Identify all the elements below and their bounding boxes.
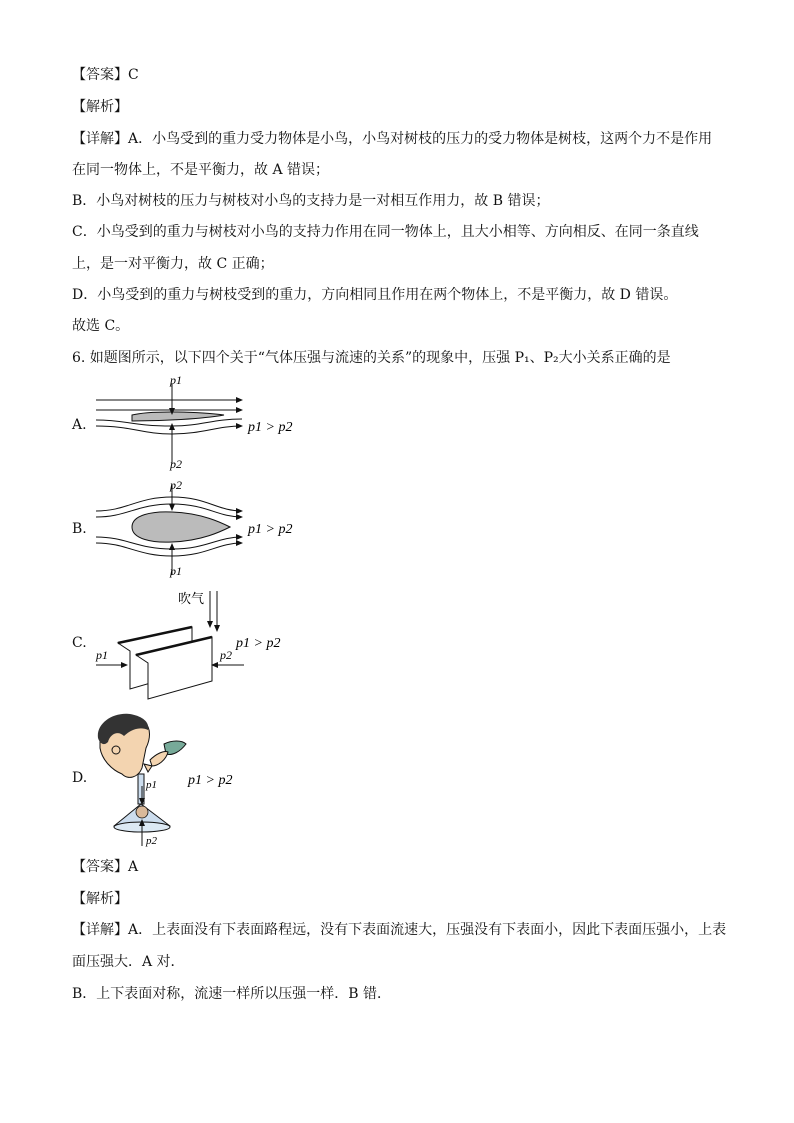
option-c-right-label: p2 (220, 648, 232, 662)
option-b-label: B. (72, 521, 87, 537)
option-c-relation: p1 > p2 (236, 636, 281, 651)
q5-line-7: 故选 C。 (72, 318, 130, 334)
option-b-bottom-label: p1 (170, 564, 182, 578)
q5-answer: 【答案】C (72, 67, 139, 83)
option-d-figure (72, 708, 312, 853)
q5-line-2: 在同一物体上，不是平衡力，故 A 错误； (72, 162, 330, 178)
option-d-relation: p1 > p2 (188, 773, 233, 788)
option-a-bottom-label: p2 (170, 457, 182, 471)
option-a-relation: p1 > p2 (248, 420, 293, 435)
boy-illustration (98, 714, 186, 778)
option-a-figure (72, 374, 312, 472)
option-d-label: D. (72, 770, 88, 786)
option-d-top-label: p1 (146, 779, 157, 791)
option-b-figure (72, 475, 312, 580)
q5-analysis-label: 【解析】 (72, 99, 128, 115)
q5-line-3: B．小鸟对树枝的压力与树枝对小鸟的支持力是一对相互作用力，故 B 错误； (72, 193, 550, 209)
q5-line-4: C．小鸟受到的重力与树枝对小鸟的支持力作用在同一物体上，且大小相等、方向相反、在同一条直线 (72, 224, 699, 240)
option-b-relation: p1 > p2 (248, 522, 293, 537)
option-c-label: C. (72, 635, 87, 651)
option-a-label: A. (72, 417, 87, 433)
q6-line-1: 【详解】A．上表面没有下表面路程远，没有下表面流速大，压强没有下表面小，因此下表面压强小，上表 (72, 922, 727, 938)
q5-line-1: 【详解】A．小鸟受到的重力受力物体是小鸟，小鸟对树枝的压力的受力物体是树枝，这两个力不是作用 (72, 131, 713, 147)
q6-line-2: 面压强大．A 对． (72, 954, 185, 970)
q6-answer: 【答案】A (72, 859, 139, 875)
option-d-bottom-label: p2 (146, 835, 157, 847)
option-b-top-label: p2 (170, 478, 182, 492)
option-c-figure (72, 585, 312, 703)
option-a-top-label: p1 (170, 374, 182, 387)
q6-line-3: B．上下表面对称，流速一样所以压强一样．B 错． (72, 986, 392, 1002)
q6-stem: 6. 如题图所示，以下四个关于“气体压强与流速的关系”的现象中，压强 P₁、P₂大小关系正确的是 (72, 350, 671, 366)
q6-analysis-label: 【解析】 (72, 891, 128, 907)
option-c-left-label: p1 (96, 648, 108, 662)
option-c-blow-label: 吹气 (178, 591, 205, 606)
q5-line-6: D．小鸟受到的重力与树枝受到的重力，方向相同且作用在两个物体上，不是平衡力，故 D 错误。 (72, 287, 678, 303)
q5-line-5: 上，是一对平衡力，故 C 正确； (72, 256, 274, 272)
